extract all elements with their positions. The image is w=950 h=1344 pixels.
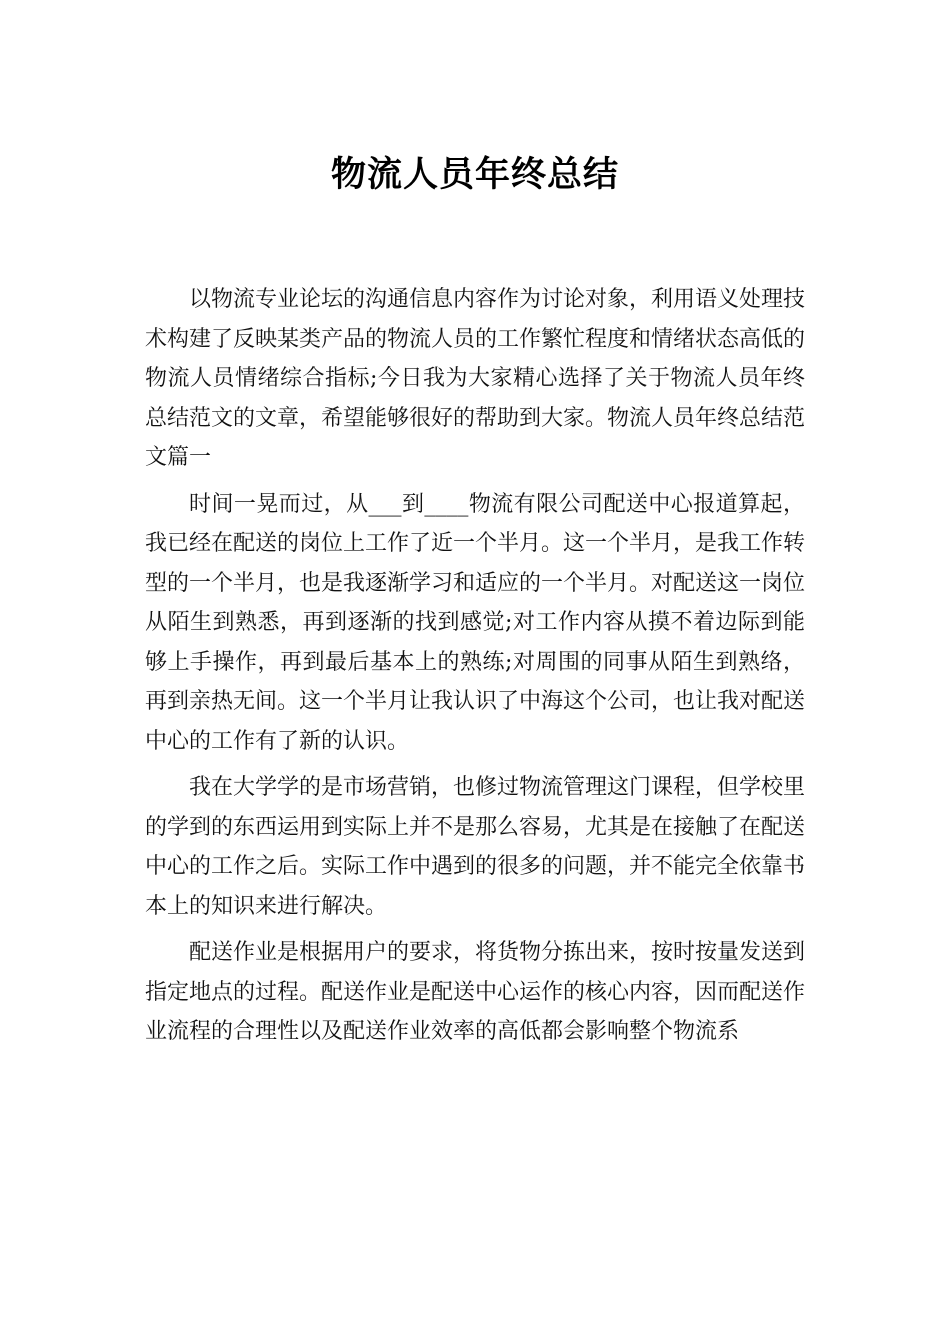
document-body — [145, 280, 805, 1059]
paragraph-experience: 时间一晃而过，从___到____物流有限公司配送中心报道算起，我已经在配送的岗位上工作了近一个半月。这一个半月，是我工作转型的一个半月，也是我逐渐学习和适应的一个半月。对配送这一岗位从陌生到熟悉，再到逐渐的找到感觉;对工作内容从摸不着边际到能够上手操作，再到最后基本上的熟练;对周围的同事从陌生到熟络，再到亲热无间。这一个半月让我认识了中海这个公司，也让我对配送中心的工作有了新的认识。 — [145, 491, 806, 754]
paragraph-delivery: 配送作业是根据用户的要求，将货物分拣出来，按时按量发送到指定地点的过程。配送作业是配送中心运作的核心内容，因而配送作业流程的合理性以及配送作业效率的高低都会影响整个物流系 — [145, 940, 806, 1044]
document-title: 物流人员年终总结 — [330, 154, 619, 196]
paragraph-intro: 以物流专业论坛的沟通信息内容作为讨论对象，利用语义处理技术构建了反映某类产品的物流人员的工作繁忙程度和情绪状态高低的物流人员情绪综合指标;今日我为大家精心选择了关于物流人员年终总结范文的文章，希望能够很好的帮助到大家。物流人员年终总结范文篇一 — [145, 287, 806, 470]
paragraph-study: 我在大学学的是市场营销，也修过物流管理这门课程，但学校里的学到的东西运用到实际上并不是那么容易，尤其是在接触了在配送中心的工作之后。实际工作中遇到的很多的问题，并不能完全依靠书本上的知识来进行解决。 — [145, 775, 806, 919]
